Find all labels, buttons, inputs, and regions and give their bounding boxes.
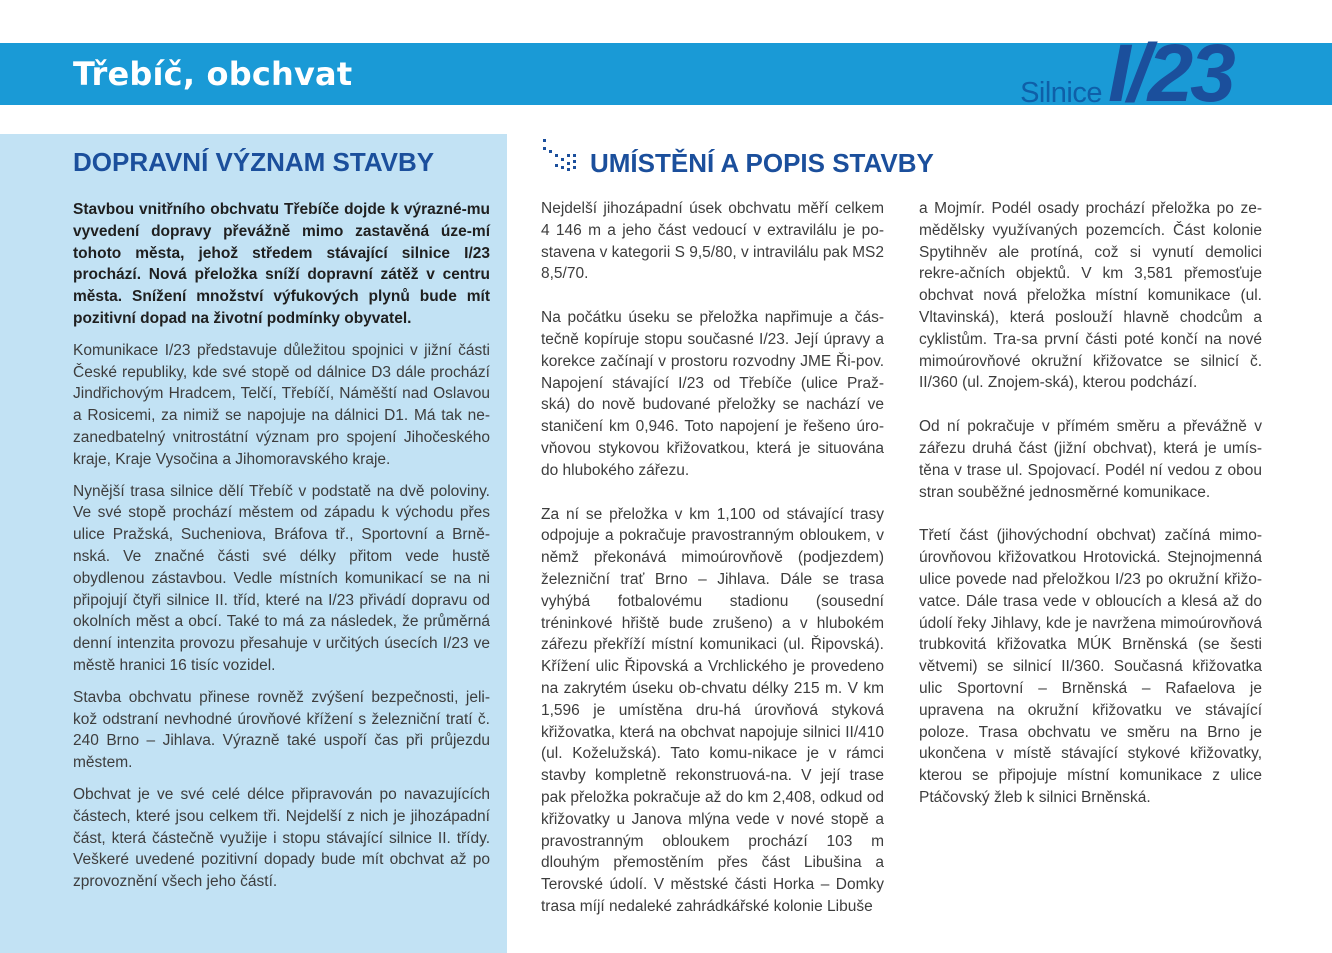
right-paragraph: Od ní pokračuje v přímém směru a převážně v zářezu druhá část (jižní obchvat), která je umís-těna v trase ul. Spojovací. Podél ní vedou z obou stran souběžné jednosměrné komunikace.: [919, 418, 1262, 501]
left-section-body: [73, 199, 490, 903]
left-paragraph: Nynější trasa silnice dělí Třebíč v podstatě na dvě poloviny. Ve své stopě prochází městem od západu k východu přes ulice Pražská, Sucheniova, Bráfova tř., Sportovní a Brně-nská. Ve značné části své délky přitom vede hustě obydlenou zástavbou. Vedle místních komunikací se na ni připojují čtyři silnice II. tříd, které na I/23 přivádí dopravu od okolních měst a obcí. Také to má za následek, že průměrná denní intenzita provozu přesahuje v určitých úsecích I/23 ve městě hranici 16 tisíc vozidel.: [73, 482, 490, 674]
right-paragraph: Nejdelší jihozápadní úsek obchvatu měří celkem 4 146 m a jeho část vedoucí v extravilálu je po-stavena v kategorii S 9,5/80, v intravilálu pak MS2 8,5/70.: [541, 200, 884, 283]
right-paragraph: Za ní se přeložka v km 1,100 od stávající trasy odpojuje a pokračuje pravostranným obloukem, v němž překonává mimoúrovňově (podjezdem) železniční trať Brno – Jihlava. Dále se trasa vyhýbá fotbalovému stadionu (sousední tréninkové hřiště bude zrušeno) a v hlubokém zářezu překříží místní komunikaci (ul. Řipovská). Křížení ulic Řipovská a Vrchlického je provedeno na zakrytém úseku ob-chvatu délky 215 m. V km 1,596 je umístěna dru-há úrovňová styková křižovatka, která na obchvat napojuje silnici II/410 (ul. Koželužská). Tato komu-nikace je v rámci stavby kompletně rekonstruová-na. V její trase pak přeložka pokračuje až do km 2,408, odkud od křižovatky u Janova mlýna vede v nové stopě a pravostranným obloukem prochází 103 m dlouhým přemostěním přes část Libušina a Terovské údolí. V městské části Horka – Domky trasa míjí nedaleké zahrádkářské kolonie Libuše: [541, 505, 884, 915]
right-paragraph: Na počátku úseku se přeložka napřimuje a čás-tečně kopíruje stopu současné I/23. Její úpravy a korekce začínají v prostoru rozvodny JME Ři-pov. Napojení stávající I/23 od Třebíče (ulice Praž-ská) do nově budované přeložky se nachází ve staničení km 0,946. Toto napojení je řešeno úro-vňovou stykovou křižovatkou, která je situována do hlubokého zářezu.: [541, 309, 884, 479]
page-title: Třebíč, obchvat: [73, 55, 353, 93]
lead-paragraph: Stavbou vnitřního obchvatu Třebíče dojde k výrazné-mu vyvedení dopravy převážně mimo zastavěná úze-mí tohoto města, jehož středem stávající silnice I/23 prochází. Nová přeložka sníží dopravní zátěž v centru města. Snížení množství výfukových plynů bude mít pozitivní dopad na životní podmínky obyvatel.: [73, 201, 490, 327]
right-paragraph: a Mojmír. Podél osady prochází přeložka po ze-mědělsky využívaných pozemcích. Část kolonie Spytihněv ale protíná, což si vynutí demolici rekre-ačních objektů. V km 3,581 přemosťuje obchvat nová přeložka místní komunikace (ul. Vltavinská), která poslouží hlavně chodcům a cyklistům. Tra-sa první části poté končí na nové mimoúrovňové okružní křižovatce se silnicí č. II/360 (ul. Znojem-ská), kterou podchází.: [919, 200, 1262, 392]
right-section-column-1: [541, 198, 884, 940]
road-number: I/23: [1108, 28, 1233, 119]
dotted-arrow-icon: [540, 138, 578, 172]
right-paragraph: Třetí část (jihovýchodní obchvat) začíná mimo-úrovňovou křižovatkou Hrotovická. Stejnojmenná ulice povede nad přeložkou I/23 po okružní křižo-vatce. Dále trasa vede v obloucích a klesá až do údolí řeky Jihlavy, kde je navržena mimoúrovňová trubkovitá křižovatka MÚK Brněnská (se šesti větvemi) se silnicí II/360. Současná křižovatka ulic Sportovní – Brněnská – Rafaelova je upravena na okružní křižovatku ve stávající poloze. Trasa obchvatu ve směru na Brno je ukončena v místě stávající stykové křižovatky, kterou se připojuje místní komunikace z ulice Ptáčovský žleb k silnici Brněnská.: [919, 527, 1262, 806]
left-section-heading: DOPRAVNÍ VÝZNAM STAVBY: [73, 147, 435, 177]
road-label: Silnice: [1020, 77, 1102, 109]
left-paragraph: Stavba obchvatu přinese rovněž zvýšení bezpečnosti, jeli-kož odstraní nevhodné úrovňové křížení s železniční tratí č. 240 Brno – Jihlava. Výrazně také uspoří čas při průjezdu městem.: [73, 688, 490, 772]
right-section-heading: UMÍSTĚNÍ A POPIS STAVBY: [590, 148, 934, 178]
left-paragraph: Komunikace I/23 představuje důležitou spojnici v jižní části České republiky, kde své stopě od dálnice D3 dále prochází Jindřichovým Hradcem, Telčí, Třebíčí, Náměští nad Oslavou a Rosicemi, za nimiž se napojuje na dálnici D1. Má tak ne-zanedbatelný vnitrostátní význam pro spojení Jihočeského kraje, Kraje Vysočina a Jihomoravského kraje.: [73, 341, 490, 468]
right-section-column-2: [919, 198, 1262, 831]
left-paragraph: Obchvat je ve své celé délce připravován po navazujících částech, které jsou celkem tři. Nejdelší z nich je jihozápadní část, která částečně využije i stopu stávající silnice II. třídy. Veškeré uvedené pozitivní dopady bude mít obchvat až po zprovoznění všech jeho částí.: [73, 785, 490, 891]
